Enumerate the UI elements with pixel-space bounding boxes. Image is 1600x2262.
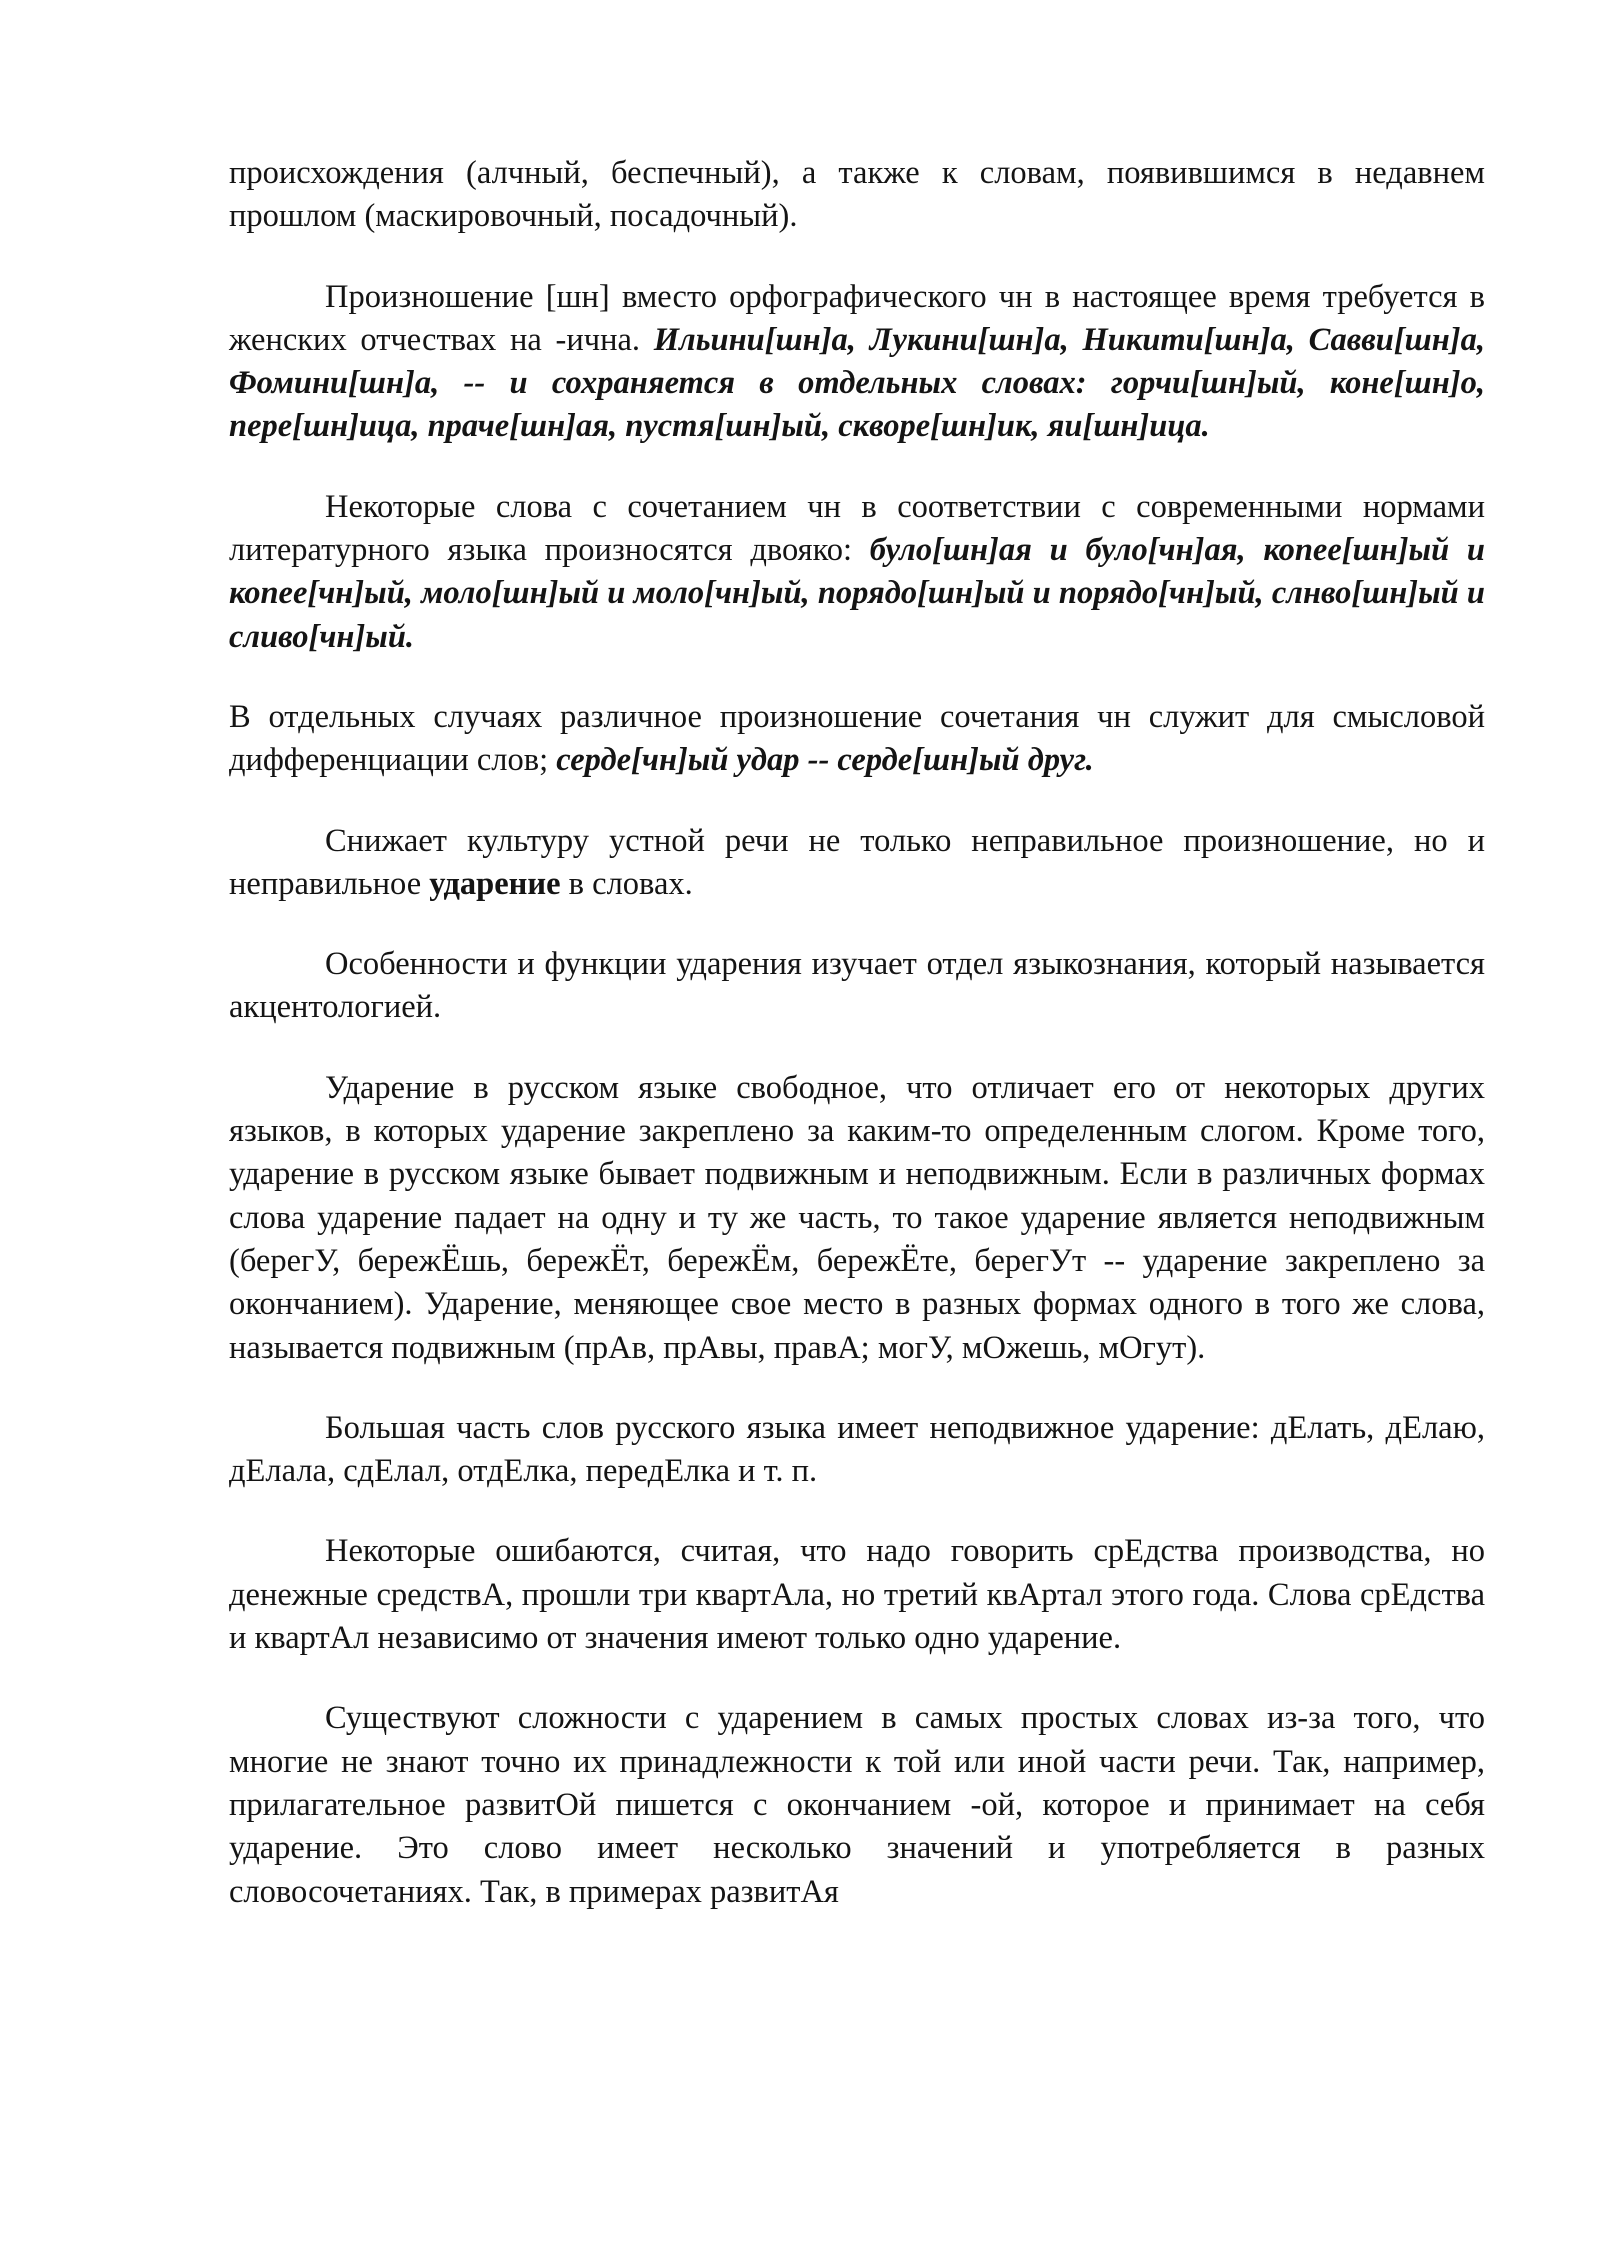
paragraph-8-text: Большая часть слов русского языка имеет неподвижное ударение: дЕлать, дЕлаю, дЕлала, сдЕлал, отдЕлка, передЕлка и т. п. <box>229 1409 1485 1490</box>
paragraph-3 <box>229 486 1485 659</box>
paragraph-2-text: Произношение [шн] вместо орфографического чн в настоящее время требуется в женских отчествах на -ична. <box>229 278 1485 358</box>
paragraph-3-examples: було[шн]ая и було[чн]ая, копее[шн]ый и копее[чн]ый, моло[шн]ый и моло[чн]ый, порядо[шн]ый и порядо[чн]ый, слнво[шн]ый и сливо[чн]ый. <box>229 532 1486 655</box>
paragraph-3-text: Некоторые слова с сочетанием чн в соответствии с современными нормами литературного языка произносятся двояко: <box>229 488 1485 569</box>
paragraph-10 <box>229 1697 1485 1913</box>
paragraph-6 <box>229 943 1485 1030</box>
paragraph-7-text: Ударение в русском языке свободное, что отличает его от некоторых других языков, в которых ударение закреплено за каким-то определенным слогом. Кроме того, ударение в русском языке бывает подвижным и неподвижным. Если в различных формах слова ударение падает на одну и ту же часть, то такое ударение является неподвижным (берегУ, бережЁшь, бережЁт, бережЁм, бережЁте, берегУт -- ударение закреплено за окончанием). Ударение, меняющее свое место в разных формах одного в того же слова, называется подвижным (прАв, прАвы, правА; могУ, мОжешь, мОгут). <box>229 1069 1485 1366</box>
paragraph-10-text: Существуют сложности с ударением в самых простых словах из-за того, что многие не знают точно их принадлежности к той или иной части речи. Так, например, прилагательное развитОй пишется с окончанием -ой, которое и принимает на себя ударение. Это слово имеет несколько значений и употребляется в разных словосочетаниях. Так, в примерах развитАя <box>229 1700 1485 1910</box>
paragraph-5-text-end: в словах. <box>560 865 693 902</box>
paragraph-4 <box>229 696 1485 783</box>
paragraph-5-text: Снижает культуру устной речи не только неправильное произношение, но и неправильное <box>229 822 1485 902</box>
paragraph-1-text: происхождения (алчный, беспечный), а также к словам, появившимся в недавнем прошлом (маскировочный, посадочный). <box>229 155 1485 235</box>
paragraph-1 <box>229 152 1485 239</box>
paragraph-8 <box>229 1407 1485 1494</box>
paragraph-2-examples: Ильини[шн]а, Лукини[шн]а, Никити[шн]а, Савви[шн]а, Фомини[шн]а, -- и сохраняется в отдельных словах: горчи[шн]ый, коне[шн]о, пере[шн]ица, праче[шн]ая, пустя[шн]ый, скворе[шн]ик, яи[шн]ица. <box>229 321 1485 445</box>
paragraph-7 <box>229 1067 1485 1370</box>
document-body <box>229 152 1485 1951</box>
paragraph-6-text: Особенности и функции ударения изучает отдел языкознания, который называется акцентологией. <box>229 946 1485 1026</box>
paragraph-9-text: Некоторые ошибаются, считая, что надо говорить срЕдства производства, но денежные средствА, прошли три квартАла, но третий квАртал этого года. Слова срЕдства и квартАл независимо от значения имеют только одно ударение. <box>229 1533 1485 1657</box>
paragraph-5 <box>229 820 1485 907</box>
paragraph-5-term: ударение <box>429 865 561 902</box>
paragraph-2 <box>229 276 1485 449</box>
paragraph-4-examples: серде[чн]ый удар -- серде[шн]ый друг. <box>556 742 1094 779</box>
paragraph-4-text: В отдельных случаях различное произношение сочетания чн служит для смысловой дифференциации слов; <box>229 698 1485 779</box>
paragraph-9 <box>229 1530 1485 1660</box>
